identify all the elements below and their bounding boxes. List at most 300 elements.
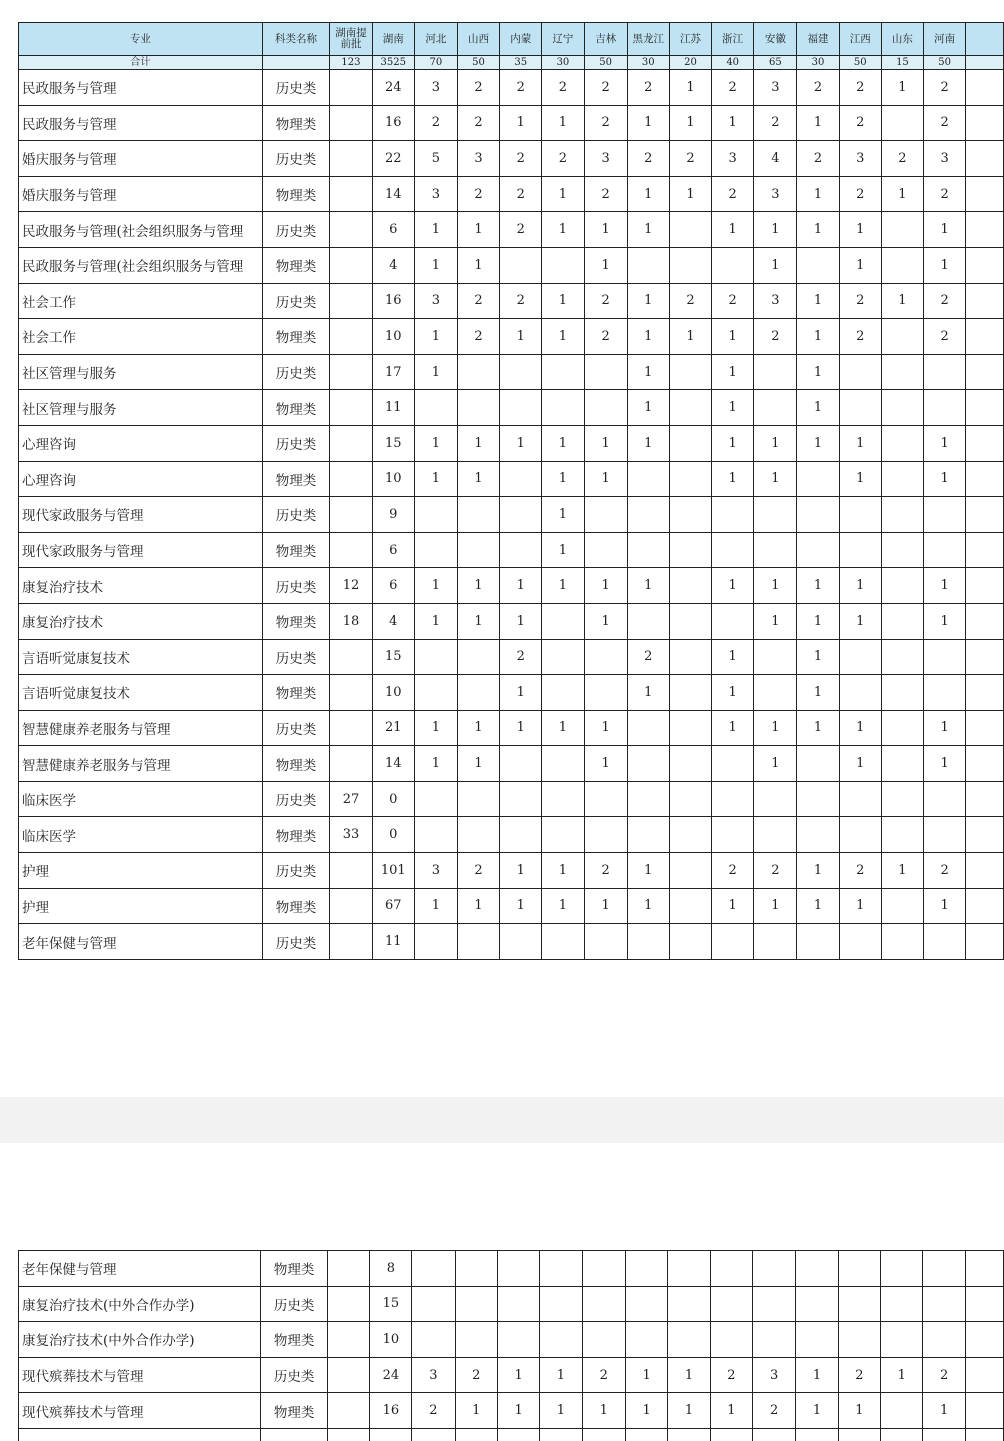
major-cell: 康复治疗技术 xyxy=(19,603,263,639)
column-header: 安徽 xyxy=(754,23,797,56)
value-cell: 1 xyxy=(542,461,584,497)
value-cell xyxy=(924,532,966,568)
value-cell: 1 xyxy=(797,354,839,390)
value-cell: 3 xyxy=(414,853,457,889)
major-cell: 婚庆服务与管理 xyxy=(19,141,263,177)
value-cell xyxy=(584,390,627,426)
value-cell: 8 xyxy=(370,1251,412,1287)
value-cell: 1 xyxy=(414,247,457,283)
value-cell: 2 xyxy=(710,1357,752,1393)
value-cell xyxy=(712,247,754,283)
column-header: 河南 xyxy=(924,23,966,56)
value-cell xyxy=(412,1251,455,1287)
value-cell: 5 xyxy=(414,141,457,177)
value-cell: 1 xyxy=(797,888,839,924)
value-cell: 16 xyxy=(372,105,414,141)
value-cell xyxy=(414,817,457,853)
value-cell xyxy=(414,781,457,817)
value-cell: 2 xyxy=(542,141,584,177)
column-header: 山西 xyxy=(457,23,499,56)
value-cell xyxy=(881,603,923,639)
value-cell: 1 xyxy=(924,461,966,497)
value-cell xyxy=(584,675,627,711)
value-cell xyxy=(627,710,669,746)
subject-cell: 物理类 xyxy=(262,390,329,426)
value-cell: 1 xyxy=(797,283,839,319)
column-header: 湖南 xyxy=(372,23,414,56)
value-cell-cut xyxy=(965,1357,1003,1393)
value-cell xyxy=(627,532,669,568)
value-cell xyxy=(754,817,797,853)
major-cell: 临床医学 xyxy=(19,781,263,817)
value-cell: 2 xyxy=(412,1393,455,1429)
value-cell: 2 xyxy=(797,141,839,177)
value-cell xyxy=(881,425,923,461)
table-row xyxy=(19,853,1004,889)
value-cell xyxy=(542,746,584,782)
table-header-row xyxy=(19,23,1004,56)
total-cell: 15 xyxy=(881,56,923,70)
value-cell: 1 xyxy=(457,710,499,746)
value-cell xyxy=(753,1286,796,1322)
value-cell: 1 xyxy=(797,603,839,639)
value-cell xyxy=(542,390,584,426)
major-cell: 社区管理与服务 xyxy=(19,390,263,426)
value-cell: 1 xyxy=(414,568,457,604)
total-cell: 30 xyxy=(797,56,839,70)
value-cell: 2 xyxy=(457,283,499,319)
value-cell xyxy=(839,924,881,960)
value-cell xyxy=(881,746,923,782)
value-cell: 1 xyxy=(924,568,966,604)
value-cell: 1 xyxy=(500,710,542,746)
value-cell xyxy=(797,746,839,782)
column-header: 吉林 xyxy=(584,23,627,56)
value-cell xyxy=(710,1251,752,1287)
value-cell-cut xyxy=(966,212,1004,248)
column-header: 科类名称 xyxy=(262,23,329,56)
column-header: 黑龙江 xyxy=(627,23,669,56)
value-cell: 1 xyxy=(796,1357,838,1393)
total-cell: 40 xyxy=(712,56,754,70)
value-cell: 16 xyxy=(372,283,414,319)
value-cell: 1 xyxy=(754,888,797,924)
value-cell: 1 xyxy=(625,1393,667,1429)
value-cell xyxy=(540,1251,582,1287)
table-row xyxy=(19,924,1004,960)
value-cell: 1 xyxy=(582,1393,625,1429)
value-cell xyxy=(753,1428,796,1441)
subject-cell: 历史类 xyxy=(262,141,329,177)
value-cell: 16 xyxy=(370,1393,412,1429)
value-cell xyxy=(330,710,373,746)
value-cell xyxy=(881,781,923,817)
value-cell: 2 xyxy=(712,283,754,319)
value-cell: 2 xyxy=(924,105,966,141)
major-cell: 现代殡葬技术与管理 xyxy=(19,1393,261,1429)
value-cell: 2 xyxy=(457,853,499,889)
value-cell: 1 xyxy=(712,105,754,141)
value-cell xyxy=(881,390,923,426)
value-cell xyxy=(838,1251,880,1287)
value-cell xyxy=(330,70,373,106)
total-cell: 123 xyxy=(330,56,373,70)
value-cell: 2 xyxy=(924,176,966,212)
value-cell: 2 xyxy=(457,319,499,355)
total-cell: 50 xyxy=(839,56,881,70)
value-cell: 1 xyxy=(838,1393,880,1429)
value-cell: 3 xyxy=(414,176,457,212)
value-cell-cut xyxy=(966,675,1004,711)
value-cell: 33 xyxy=(330,817,373,853)
value-cell xyxy=(330,853,373,889)
value-cell xyxy=(500,497,542,533)
value-cell xyxy=(669,212,711,248)
enrollment-plan-table xyxy=(18,22,1004,960)
total-cell: 70 xyxy=(414,56,457,70)
value-cell: 2 xyxy=(500,283,542,319)
subject-cell: 物理类 xyxy=(262,319,329,355)
value-cell xyxy=(881,1322,923,1358)
value-cell: 1 xyxy=(839,746,881,782)
value-cell: 1 xyxy=(542,568,584,604)
value-cell xyxy=(455,1322,497,1358)
value-cell xyxy=(500,746,542,782)
subject-cell: 历史类 xyxy=(262,497,329,533)
table-row xyxy=(19,675,1004,711)
value-cell: 1 xyxy=(584,603,627,639)
value-cell: 2 xyxy=(754,319,797,355)
table-row xyxy=(19,283,1004,319)
value-cell-cut xyxy=(965,1322,1003,1358)
value-cell: 1 xyxy=(797,319,839,355)
total-cell: 50 xyxy=(924,56,966,70)
value-cell: 1 xyxy=(500,425,542,461)
value-cell-cut xyxy=(966,817,1004,853)
value-cell: 1 xyxy=(797,105,839,141)
value-cell: 14 xyxy=(372,176,414,212)
major-cell: 老年保健与管理 xyxy=(19,924,263,960)
total-cell-cut xyxy=(966,56,1004,70)
value-cell xyxy=(881,639,923,675)
value-cell: 3 xyxy=(754,283,797,319)
value-cell: 1 xyxy=(754,746,797,782)
subject-cell: 物理类 xyxy=(262,176,329,212)
value-cell xyxy=(330,746,373,782)
value-cell: 1 xyxy=(712,461,754,497)
table-total-row xyxy=(19,56,1004,70)
value-cell: 10 xyxy=(370,1322,412,1358)
value-cell: 3 xyxy=(924,141,966,177)
value-cell-cut xyxy=(966,532,1004,568)
value-cell xyxy=(584,354,627,390)
value-cell: 67 xyxy=(372,888,414,924)
value-cell xyxy=(796,1428,838,1441)
subject-cell: 历史类 xyxy=(262,924,329,960)
value-cell: 10 xyxy=(372,319,414,355)
column-header: 河北 xyxy=(414,23,457,56)
value-cell xyxy=(881,212,923,248)
value-cell xyxy=(457,817,499,853)
value-cell xyxy=(712,817,754,853)
value-cell xyxy=(414,924,457,960)
value-cell-cut xyxy=(966,319,1004,355)
value-cell: 10 xyxy=(372,675,414,711)
value-cell: 1 xyxy=(457,247,499,283)
value-cell: 1 xyxy=(712,639,754,675)
value-cell: 1 xyxy=(500,675,542,711)
value-cell xyxy=(500,532,542,568)
value-cell xyxy=(627,781,669,817)
value-cell: 1 xyxy=(881,70,923,106)
value-cell xyxy=(627,746,669,782)
value-cell xyxy=(330,141,373,177)
value-cell: 2 xyxy=(500,70,542,106)
value-cell xyxy=(414,497,457,533)
value-cell xyxy=(668,1322,710,1358)
value-cell: 2 xyxy=(584,319,627,355)
value-cell: 6 xyxy=(372,532,414,568)
value-cell: 1 xyxy=(710,1393,752,1429)
table-row xyxy=(19,603,1004,639)
value-cell: 1 xyxy=(924,710,966,746)
value-cell xyxy=(669,425,711,461)
value-cell-cut xyxy=(965,1428,1003,1441)
column-header: 福建 xyxy=(797,23,839,56)
subject-cell: 物理类 xyxy=(262,888,329,924)
value-cell xyxy=(669,532,711,568)
value-cell-cut xyxy=(966,176,1004,212)
value-cell: 1 xyxy=(797,675,839,711)
major-cell: 护理 xyxy=(19,888,263,924)
value-cell xyxy=(330,354,373,390)
value-cell xyxy=(924,781,966,817)
major-cell: 老年保健与管理 xyxy=(19,1251,261,1287)
value-cell-cut xyxy=(966,70,1004,106)
value-cell: 1 xyxy=(881,853,923,889)
value-cell: 1 xyxy=(712,319,754,355)
value-cell: 1 xyxy=(542,319,584,355)
value-cell xyxy=(542,675,584,711)
value-cell: 21 xyxy=(372,710,414,746)
value-cell: 15 xyxy=(370,1286,412,1322)
value-cell: 2 xyxy=(923,1357,965,1393)
value-cell xyxy=(497,1251,539,1287)
value-cell: 11 xyxy=(372,924,414,960)
value-cell-cut xyxy=(966,888,1004,924)
value-cell: 1 xyxy=(414,354,457,390)
value-cell xyxy=(923,1428,965,1441)
subject-cell: 历史类 xyxy=(262,568,329,604)
value-cell: 2 xyxy=(753,1393,796,1429)
value-cell xyxy=(328,1286,370,1322)
value-cell xyxy=(669,888,711,924)
value-cell: 1 xyxy=(754,568,797,604)
value-cell xyxy=(540,1428,582,1441)
value-cell: 10 xyxy=(372,461,414,497)
value-cell: 1 xyxy=(542,105,584,141)
value-cell: 1 xyxy=(414,710,457,746)
value-cell xyxy=(500,247,542,283)
value-cell: 1 xyxy=(500,888,542,924)
subject-cell: 历史类 xyxy=(260,1286,328,1322)
value-cell: 1 xyxy=(584,212,627,248)
total-cell xyxy=(262,56,329,70)
value-cell: 1 xyxy=(881,283,923,319)
value-cell xyxy=(330,425,373,461)
table-row xyxy=(19,141,1004,177)
value-cell xyxy=(330,675,373,711)
value-cell xyxy=(881,461,923,497)
value-cell xyxy=(797,461,839,497)
value-cell xyxy=(754,781,797,817)
value-cell xyxy=(328,1393,370,1429)
value-cell: 14 xyxy=(372,746,414,782)
value-cell xyxy=(797,817,839,853)
value-cell xyxy=(924,817,966,853)
value-cell xyxy=(924,354,966,390)
subject-cell: 物理类 xyxy=(262,247,329,283)
value-cell xyxy=(712,746,754,782)
value-cell xyxy=(923,1251,965,1287)
subject-cell: 物理类 xyxy=(260,1322,328,1358)
value-cell xyxy=(412,1428,455,1441)
value-cell xyxy=(542,354,584,390)
value-cell xyxy=(500,817,542,853)
value-cell: 1 xyxy=(457,746,499,782)
value-cell xyxy=(838,1322,880,1358)
value-cell: 1 xyxy=(797,568,839,604)
value-cell: 2 xyxy=(924,70,966,106)
value-cell xyxy=(881,1251,923,1287)
value-cell xyxy=(881,568,923,604)
sheet-page-2 xyxy=(0,1247,1004,1441)
value-cell xyxy=(669,247,711,283)
value-cell: 1 xyxy=(627,390,669,426)
value-cell: 1 xyxy=(500,603,542,639)
value-cell-cut xyxy=(966,105,1004,141)
major-cell: 民政服务与管理 xyxy=(19,105,263,141)
value-cell: 101 xyxy=(372,853,414,889)
value-cell xyxy=(328,1322,370,1358)
value-cell: 2 xyxy=(669,283,711,319)
value-cell xyxy=(881,497,923,533)
value-cell: 1 xyxy=(414,746,457,782)
value-cell-cut xyxy=(965,1286,1003,1322)
value-cell: 1 xyxy=(712,675,754,711)
value-cell: 1 xyxy=(669,105,711,141)
table-row xyxy=(19,817,1004,853)
value-cell xyxy=(669,354,711,390)
total-cell: 30 xyxy=(542,56,584,70)
value-cell xyxy=(627,924,669,960)
value-cell: 1 xyxy=(797,390,839,426)
subject-cell: 物理类 xyxy=(262,603,329,639)
value-cell xyxy=(330,247,373,283)
value-cell: 2 xyxy=(839,319,881,355)
column-header: 辽宁 xyxy=(542,23,584,56)
major-cell: 言语听觉康复技术 xyxy=(19,675,263,711)
value-cell: 24 xyxy=(370,1357,412,1393)
value-cell xyxy=(500,781,542,817)
subject-cell: 历史类 xyxy=(262,639,329,675)
major-cell: 现代家政服务与管理 xyxy=(19,532,263,568)
value-cell: 1 xyxy=(457,568,499,604)
value-cell xyxy=(839,639,881,675)
value-cell: 2 xyxy=(627,70,669,106)
value-cell: 1 xyxy=(542,212,584,248)
table-row xyxy=(19,532,1004,568)
value-cell xyxy=(627,247,669,283)
value-cell: 1 xyxy=(414,461,457,497)
major-cell: 民政服务与管理(社会组织服务与管理 xyxy=(19,247,263,283)
value-cell xyxy=(669,781,711,817)
value-cell xyxy=(881,675,923,711)
value-cell: 2 xyxy=(712,176,754,212)
value-cell: 1 xyxy=(584,710,627,746)
value-cell: 4 xyxy=(372,247,414,283)
subject-cell: 物理类 xyxy=(262,461,329,497)
value-cell: 3 xyxy=(414,70,457,106)
value-cell: 2 xyxy=(500,639,542,675)
value-cell: 1 xyxy=(712,390,754,426)
value-cell: 1 xyxy=(627,888,669,924)
table-row xyxy=(19,354,1004,390)
value-cell xyxy=(797,497,839,533)
subject-cell xyxy=(260,1428,328,1441)
value-cell: 2 xyxy=(414,105,457,141)
value-cell: 1 xyxy=(754,212,797,248)
subject-cell: 历史类 xyxy=(262,212,329,248)
value-cell xyxy=(839,354,881,390)
table-row xyxy=(19,1428,1004,1441)
value-cell: 2 xyxy=(839,176,881,212)
value-cell: 1 xyxy=(797,853,839,889)
value-cell: 1 xyxy=(542,853,584,889)
major-cell: 现代殡葬技术与管理 xyxy=(19,1357,261,1393)
value-cell xyxy=(881,924,923,960)
value-cell: 1 xyxy=(839,568,881,604)
total-cell: 30 xyxy=(627,56,669,70)
table-row xyxy=(19,746,1004,782)
value-cell: 2 xyxy=(457,105,499,141)
value-cell: 1 xyxy=(414,212,457,248)
major-cell: 现代家政服务与管理 xyxy=(19,497,263,533)
subject-cell: 物理类 xyxy=(262,532,329,568)
value-cell: 22 xyxy=(372,141,414,177)
value-cell xyxy=(669,817,711,853)
total-cell: 65 xyxy=(754,56,797,70)
value-cell: 2 xyxy=(457,176,499,212)
subject-cell: 历史类 xyxy=(262,853,329,889)
subject-cell: 历史类 xyxy=(262,70,329,106)
value-cell: 15 xyxy=(372,425,414,461)
value-cell xyxy=(457,924,499,960)
value-cell xyxy=(839,675,881,711)
value-cell xyxy=(457,532,499,568)
value-cell xyxy=(627,603,669,639)
value-cell xyxy=(754,639,797,675)
column-header: 专业 xyxy=(19,23,263,56)
page-break-band xyxy=(0,1097,1004,1143)
subject-cell: 物理类 xyxy=(262,817,329,853)
column-header: 内蒙 xyxy=(500,23,542,56)
value-cell: 1 xyxy=(924,746,966,782)
value-cell xyxy=(881,1286,923,1322)
value-cell xyxy=(330,532,373,568)
value-cell xyxy=(924,390,966,426)
value-cell-cut xyxy=(966,603,1004,639)
